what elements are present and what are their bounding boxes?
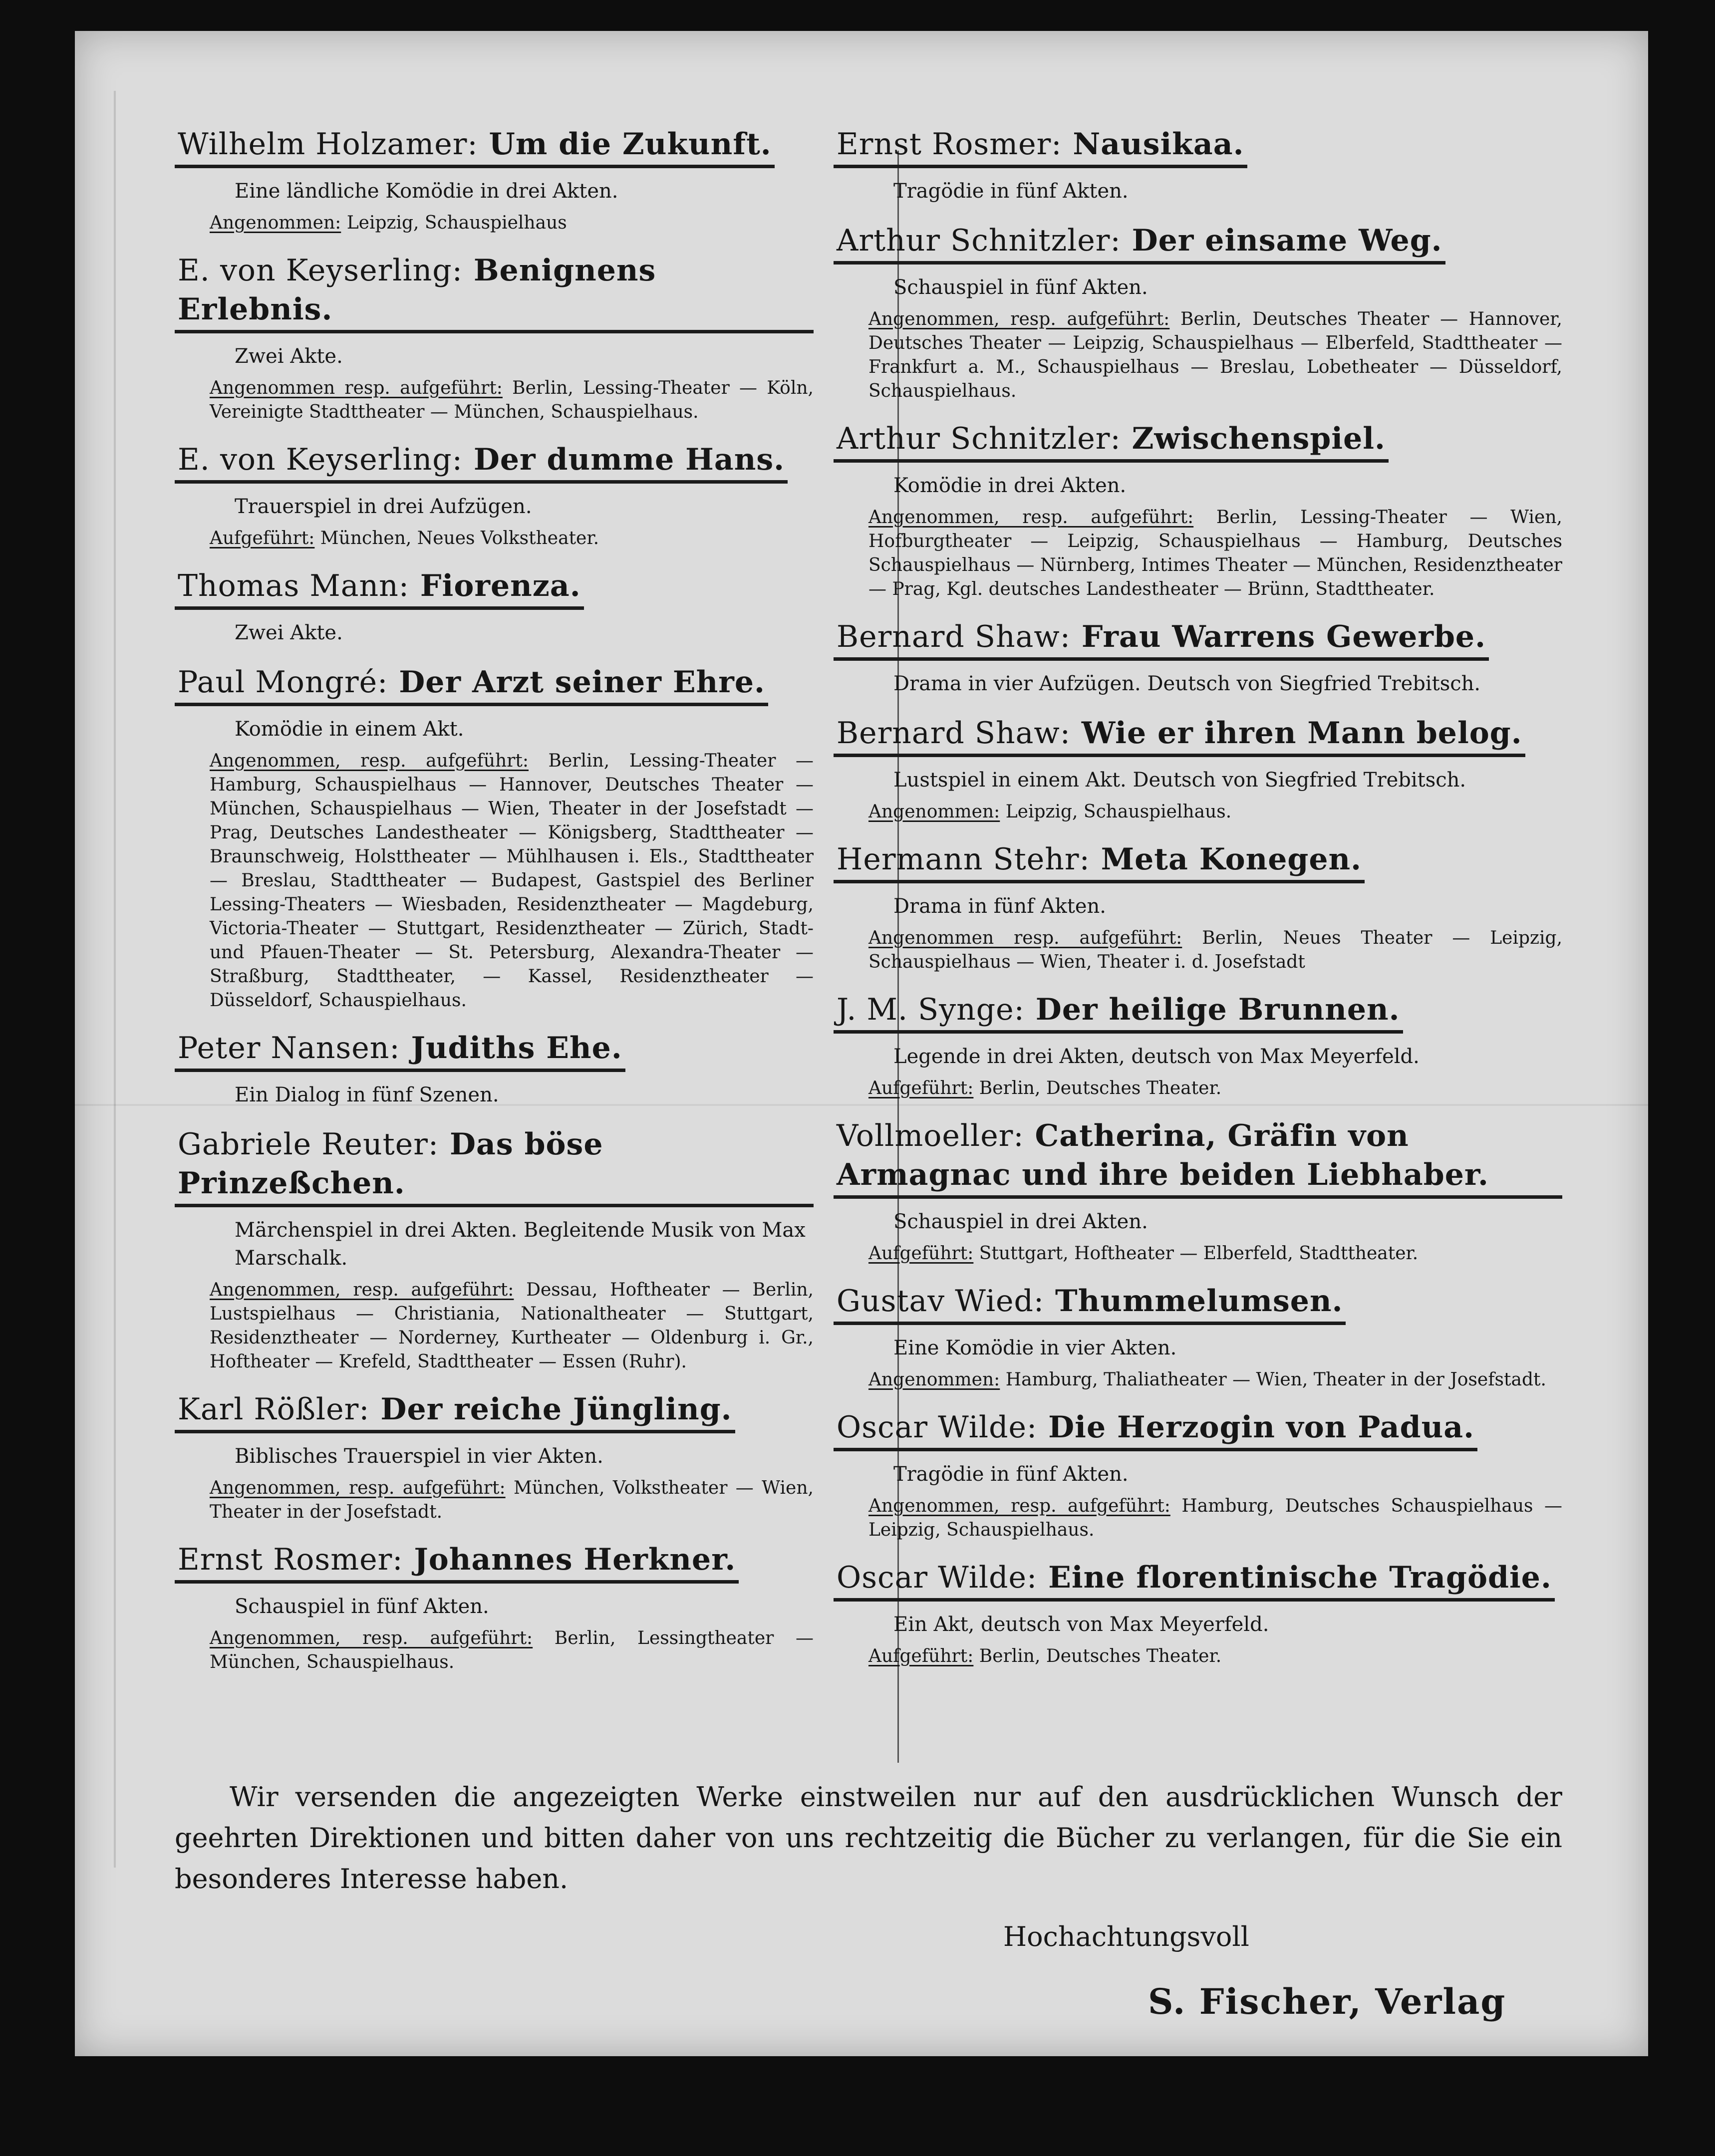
play-author: Wilhelm Holzamer: <box>178 127 478 162</box>
performance-venues: Berlin, Lessingtheater — München, Schauspielhaus. <box>210 1628 814 1672</box>
play-title: Der dumme Hans. <box>473 442 785 477</box>
performance-label: Angenommen, resp. aufgeführt: <box>210 1478 506 1498</box>
play-entry <box>834 840 1562 974</box>
play-performances <box>868 1644 1562 1668</box>
play-author: Gabriele Reuter: <box>178 1127 439 1162</box>
play-author: Hermann Stehr: <box>837 842 1090 877</box>
play-description: Eine ländliche Komödie in drei Akten. <box>235 180 618 203</box>
performance-venues: Hamburg, Thaliatheater — Wien, Theater in der Josefstadt. <box>1000 1369 1546 1390</box>
play-author: E. von Keyserling: <box>178 442 463 477</box>
play-heading <box>834 714 1525 757</box>
play-title: Der reiche Jüngling. <box>380 1392 732 1427</box>
play-description: Komödie in drei Akten. <box>893 474 1127 497</box>
performance-venues: Hamburg, Deutsches Schauspielhaus — Leipzig, Schauspielhaus. <box>868 1496 1562 1540</box>
play-entry <box>834 1116 1562 1266</box>
closing-text: Wir versenden die angezeigten Werke einstweilen nur auf den ausdrücklichen Wunsch der geehrten Direktionen und bitten daher von uns rechtzeitig die Bücher zu verlangen, für die Sie ein besonderes Interesse haben. <box>175 1781 1562 1894</box>
regards: Hochachtungsvoll <box>1003 1921 1249 1952</box>
play-description: Drama in vier Aufzügen. Deutsch von Siegfried Trebitsch. <box>893 672 1481 695</box>
play-performances <box>210 527 814 550</box>
play-entry <box>175 125 814 235</box>
play-performances <box>868 926 1562 974</box>
play-title: Wie er ihren Mann belog. <box>1081 716 1522 751</box>
play-author: J. M. Synge: <box>837 992 1025 1027</box>
play-description: Tragödie in fünf Akten. <box>893 180 1129 203</box>
play-entry <box>175 566 814 647</box>
performance-label: Angenommen resp. aufgeführt: <box>210 378 503 398</box>
play-performances <box>210 376 814 424</box>
play-title: Frau Warrens Gewerbe. <box>1081 619 1486 654</box>
footer <box>175 1777 1562 2024</box>
play-performances <box>868 1077 1562 1100</box>
play-heading <box>175 1540 739 1584</box>
left-column <box>175 125 814 1690</box>
play-description: Drama in fünf Akten. <box>893 895 1106 918</box>
performance-venues: Berlin, Deutsches Theater — Hannover, Deutsches Theater — Leipzig, Schauspielhaus — Elberfeld, Stadttheater — Frankfurt a. M., Schauspielhaus — Breslau, Lobetheater — Düsseldorf, Schauspielhaus. <box>868 309 1562 401</box>
play-entry <box>834 1558 1562 1668</box>
performance-label: Angenommen, resp. aufgeführt: <box>210 751 529 771</box>
performance-venues: München, Volkstheater — Wien, Theater in der Josefstadt. <box>210 1478 814 1522</box>
play-entry <box>834 221 1562 403</box>
play-entry <box>834 1282 1562 1392</box>
play-description: Ein Akt, deutsch von Max Meyerfeld. <box>893 1613 1269 1636</box>
play-title: Der einsame Weg. <box>1132 223 1442 258</box>
play-heading <box>175 1125 814 1207</box>
play-author: Bernard Shaw: <box>837 619 1071 654</box>
performance-label: Angenommen, resp. aufgeführt: <box>210 1280 514 1300</box>
play-entry <box>834 617 1562 698</box>
performance-label: Angenommen, resp. aufgeführt: <box>868 309 1170 329</box>
play-description: Ein Dialog in fünf Szenen. <box>235 1083 499 1106</box>
play-entry <box>175 663 814 1013</box>
play-description: Zwei Akte. <box>235 621 343 644</box>
play-heading <box>834 1282 1346 1325</box>
play-description: Komödie in einem Akt. <box>235 718 464 741</box>
performance-label: Aufgeführt: <box>868 1243 974 1264</box>
play-author: Karl Rößler: <box>178 1392 370 1427</box>
play-title: Der Arzt seiner Ehre. <box>399 665 765 700</box>
play-heading <box>834 990 1403 1034</box>
play-author: Vollmoeller: <box>837 1118 1024 1153</box>
play-performances <box>868 800 1562 824</box>
play-title: Fiorenza. <box>420 568 581 603</box>
play-heading <box>834 617 1489 661</box>
play-performances <box>868 307 1562 403</box>
play-entry <box>834 990 1562 1100</box>
performance-label: Aufgeführt: <box>868 1078 974 1098</box>
play-author: Bernard Shaw: <box>837 716 1071 751</box>
publisher-signature: S. Fischer, Verlag <box>1148 1981 1506 2022</box>
play-author: Arthur Schnitzler: <box>837 421 1121 456</box>
play-entry <box>834 1408 1562 1542</box>
performance-venues: Berlin, Deutsches Theater. <box>973 1078 1222 1098</box>
play-description: Schauspiel in fünf Akten. <box>893 276 1148 299</box>
play-author: Oscar Wilde: <box>837 1410 1038 1445</box>
play-author: Peter Nansen: <box>178 1031 400 1066</box>
play-title: Um die Zukunft. <box>489 127 772 162</box>
performance-venues: Berlin, Lessing-Theater — Köln, Vereinigte Stadttheater — München, Schauspielhaus. <box>210 378 814 422</box>
play-author: Paul Mongré: <box>178 665 388 700</box>
play-title: Das böse Prinzeßchen. <box>178 1127 603 1201</box>
play-title: Der heilige Brunnen. <box>1035 992 1400 1027</box>
play-title: Die Herzogin von Padua. <box>1048 1410 1474 1445</box>
play-author: Gustav Wied: <box>837 1284 1045 1319</box>
performance-venues: Berlin, Neues Theater — Leipzig, Schauspielhaus — Wien, Theater i. d. Josefstadt <box>868 928 1563 972</box>
play-entry <box>175 440 814 550</box>
play-performances <box>210 1626 814 1674</box>
play-title: Eine florentinische Tragödie. <box>1048 1560 1552 1595</box>
play-heading <box>175 1390 735 1433</box>
play-heading <box>834 840 1365 883</box>
play-title: Meta Konegen. <box>1101 842 1362 877</box>
play-heading <box>834 221 1445 265</box>
play-description: Tragödie in fünf Akten. <box>893 1463 1129 1486</box>
play-description: Legende in drei Akten, deutsch von Max Meyerfeld. <box>893 1045 1420 1068</box>
performance-venues: Leipzig, Schauspielhaus. <box>1000 802 1232 822</box>
performance-label: Angenommen: <box>868 802 1000 822</box>
play-title: Benignens Erlebnis. <box>178 253 656 327</box>
performance-label: Angenommen, resp. aufgeführt: <box>210 1628 533 1648</box>
play-entry <box>175 251 814 424</box>
play-heading <box>175 440 788 484</box>
performance-venues: Berlin, Deutsches Theater. <box>973 1646 1222 1666</box>
play-performances <box>210 1278 814 1374</box>
performance-label: Angenommen: <box>210 213 341 233</box>
play-title: Thummelumsen. <box>1055 1284 1343 1319</box>
performance-venues: Leipzig, Schauspielhaus <box>341 213 567 233</box>
performance-venues: Berlin, Lessing-Theater — Wien, Hofburgtheater — Leipzig, Schauspielhaus — Hamburg, Deutsches Schauspielhaus — Nürnberg, Intimes Theater — München, Residenztheater — Prag, Kgl. deutsches Landestheater — Brünn, Stadttheater. <box>868 507 1562 599</box>
play-heading <box>175 566 584 610</box>
play-description: Trauerspiel in drei Aufzügen. <box>235 495 532 518</box>
play-entry <box>834 125 1562 205</box>
performance-label: Angenommen, resp. aufgeführt: <box>868 507 1194 528</box>
play-performances <box>210 749 814 1013</box>
play-heading <box>834 419 1389 463</box>
performance-label: Angenommen: <box>868 1369 1000 1390</box>
play-heading <box>175 663 768 706</box>
play-performances <box>868 506 1562 601</box>
right-column <box>834 125 1562 1684</box>
play-title: Judiths Ehe. <box>411 1031 622 1066</box>
play-heading <box>834 1116 1562 1199</box>
play-performances <box>868 1368 1562 1392</box>
play-heading <box>175 251 814 333</box>
performance-venues: München, Neues Volkstheater. <box>314 528 599 548</box>
play-entry <box>175 1390 814 1524</box>
play-heading <box>834 125 1247 168</box>
play-entry <box>834 714 1562 824</box>
play-performances <box>210 1476 814 1524</box>
play-author: Arthur Schnitzler: <box>837 223 1121 258</box>
play-title: Zwischenspiel. <box>1132 421 1386 456</box>
play-entry <box>175 1029 814 1109</box>
play-author: E. von Keyserling: <box>178 253 463 288</box>
play-description: Schauspiel in fünf Akten. <box>235 1595 489 1618</box>
play-heading <box>175 1029 625 1072</box>
performance-venues: Stuttgart, Hoftheater — Elberfeld, Stadttheater. <box>973 1243 1419 1264</box>
play-author: Thomas Mann: <box>178 568 410 603</box>
play-description: Zwei Akte. <box>235 345 343 368</box>
play-author: Ernst Rosmer: <box>178 1542 403 1577</box>
play-description: Biblisches Trauerspiel in vier Akten. <box>235 1445 603 1468</box>
margin-line <box>114 91 116 1868</box>
performance-label: Aufgeführt: <box>868 1646 974 1666</box>
play-description: Märchenspiel in drei Akten. Begleitende Musik von Max Marschalk. <box>235 1219 806 1270</box>
play-performances <box>210 211 814 235</box>
play-title: Johannes Herkner. <box>414 1542 736 1577</box>
play-performances <box>868 1494 1562 1542</box>
play-description: Schauspiel in drei Akten. <box>893 1210 1148 1233</box>
play-author: Ernst Rosmer: <box>837 127 1062 162</box>
performance-label: Angenommen resp. aufgeführt: <box>868 928 1182 948</box>
play-entry <box>175 1540 814 1674</box>
play-heading <box>175 125 775 168</box>
play-title: Catherina, Gräfin von Armagnac und ihre beiden Liebhaber. <box>837 1118 1489 1192</box>
performance-venues: Berlin, Lessing-Theater — Hamburg, Schauspielhaus — Hannover, Deutsches Theater — München, Schauspielhaus — Wien, Theater in der Josefstadt — Prag, Deutsches Landestheater — Königsberg, Stadttheater — Braunschweig, Holsttheater — Mühlhausen i. Els., Stadttheater — Breslau, Stadttheater — Budapest, Gastspiel des Berliner Lessing-Theaters — Wiesbaden, Residenztheater — Magdeburg, Victoria-Theater — Stuttgart, Residenztheater — Zürich, Stadt- und Pfauen-Theater — St. Petersburg, Alexandra-Theater — Straßburg, Stadttheater, — Kassel, Residenztheater — Düsseldorf, Schauspielhaus. <box>210 751 814 1011</box>
performance-label: Angenommen, resp. aufgeführt: <box>868 1496 1170 1516</box>
play-title: Nausikaa. <box>1073 127 1244 162</box>
play-entry <box>175 1125 814 1374</box>
performance-label: Aufgeführt: <box>210 528 315 548</box>
play-performances <box>868 1242 1562 1266</box>
play-entry <box>834 419 1562 601</box>
play-heading <box>834 1408 1477 1451</box>
play-description: Eine Komödie in vier Akten. <box>893 1337 1177 1359</box>
play-heading <box>834 1558 1555 1602</box>
performance-venues: Dessau, Hoftheater — Berlin, Lustspielhaus — Christiania, Nationaltheater — Stuttgart, Residenztheater — Norderney, Kurtheater — Oldenburg i. Gr., Hoftheater — Krefeld, Stadttheater — Essen (Ruhr). <box>210 1280 814 1372</box>
play-description: Lustspiel in einem Akt. Deutsch von Siegfried Trebitsch. <box>893 769 1466 792</box>
play-author: Oscar Wilde: <box>837 1560 1038 1595</box>
